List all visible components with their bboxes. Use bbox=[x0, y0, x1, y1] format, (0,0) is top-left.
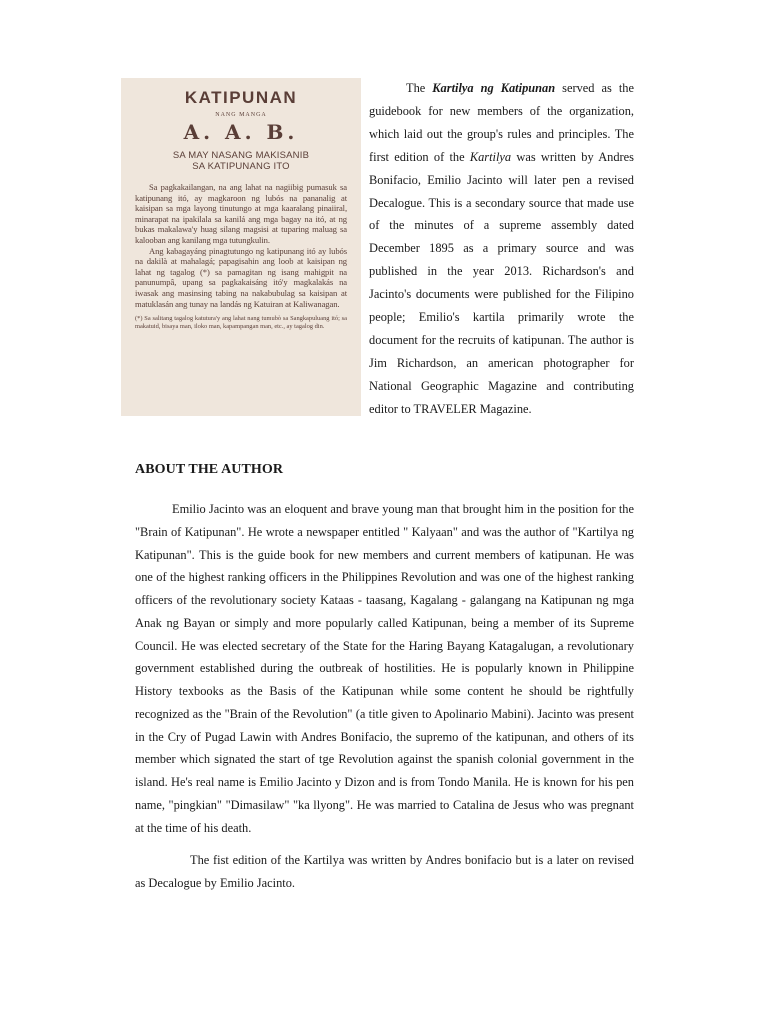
kartilya-scan-image bbox=[121, 78, 361, 416]
scan-heading bbox=[135, 150, 347, 172]
about-heading: ABOUT THE AUTHOR bbox=[135, 462, 284, 477]
scan-title: KATIPUNAN bbox=[184, 88, 298, 107]
intro-sentence1-rest: served as the guidebook for new members of the organization, which laid out the group's rules and principles. The first edition of the bbox=[369, 81, 634, 164]
scan-subtitle: NANG MANGA bbox=[215, 112, 267, 118]
about-paragraph: Emilio Jacinto was an eloquent and brave young man that brought him in the position for the "Brain of Katipunan". He wrote a newspaper entitled " Kalyaan" and was the author of "Kartilya ng Katipunan". This is the guide book for new members and current members of katipunan. He was one of the highest ranking officers in the Philippines Revolution and was one of the highest ranking officers of the revolutionary society Kataas - taasang, Kagalang - galangang na Katipunan ng mga Anak ng Bayan or simply and more popularly called Katipunan, being a member of its Supreme Council. He was elected secretary of the State for the Haring Bayang Katagalugan, a revolutionary government established during the outbreak of hostilities. He is popularly known in Philippine History texbooks as the Basis of the Katipunan while some content he should be rightfully recognized as the "Brain of the Revolution" (a title given to Apolinario Mabini). Jacinto was present in the Cry of Pugad Lawin with Andres Bonifacio, the supremo of the katipunan, and others of its member which signated the start of tge Revolution against the spanish colonial government in the island. He's real name is Emilio Jacinto y Dizon and is from Tondo Manila. He is known for his pen name, "pingkian" "Dimasilaw" "ka llyong". He was married to Catalina de Jesus who was pregnant at the time of his death. bbox=[135, 502, 634, 835]
scan-body bbox=[135, 182, 347, 309]
closing-paragraph: The fist edition of the Kartilya was written by Andres bonifacio but is a later on revised as Decalogue by Emilio Jacinto. bbox=[135, 853, 634, 890]
scan-paragraph: Sa pagkakailangan, na ang lahat na nagiibig pumasuk sa katipunang itó, ay magkaroon ng lubós na pananalig at kaisipan sa mga layong tinutungo at mga kaaralang pinaiiral, minarapat na ipakilala sa kanilá ang mga bagay na itó, at ng bukas makalawa'y huag silang magsisi at tuparing maluag sa kalooban ang kanilang mga tutungkulin. bbox=[135, 182, 347, 245]
scan-paragraph: Ang kabagayáng pinagtutungo ng katipunang itó ay lubós na dakilà at mahalagá; papagisahin ang loob at kaisipan ng lahat ng tagalog (*) sa pamagitan ng isang mahigpit na panunumpâ, upang sa pagkakaisáng itó'y magkalakás na iwasak ang masinsing tabing na nakabubulag sa kaisipan at matuklasán ang tunay na landás ng Katuiran at Kaliwanagan. bbox=[135, 245, 347, 309]
kartilya-title: Kartilya ng Katipunan bbox=[432, 81, 556, 95]
scan-heading-line: SA MAY NASANG MAKISANIB bbox=[172, 150, 310, 161]
intro-paragraph bbox=[369, 77, 634, 421]
kartilya-word: Kartilya bbox=[469, 149, 512, 164]
intro-rest: was written by Andres Bonifacio, Emilio Jacinto will later pen a revised Decalogue. This is a secondary source that made use of the minutes of a supreme assembly dated December 1895 as a primary source and was published in the year 2013. Richardson's and Jacinto's documents were published for the Filipino people; Emilio's kartila primarily wrote the document for the recruits of katipunan. The author is Jim Richardson, an american photographer for National Geographic Magazine and contributing editor to TRAVELER Magazine. bbox=[369, 149, 634, 416]
intro-lead: The bbox=[406, 81, 433, 95]
scan-footnote: (*) Sa salitang tagalog katutura'y ang lahat nang tumubò sa Sangkapuluang itó; sa makatuid, bisaya man, iloko man, kapampangan man, etc., ay tagalog din. bbox=[135, 315, 347, 330]
scan-initials: A. A. B. bbox=[183, 120, 299, 144]
scan-heading-line: SA KATIPUNANG ITO bbox=[192, 161, 290, 172]
